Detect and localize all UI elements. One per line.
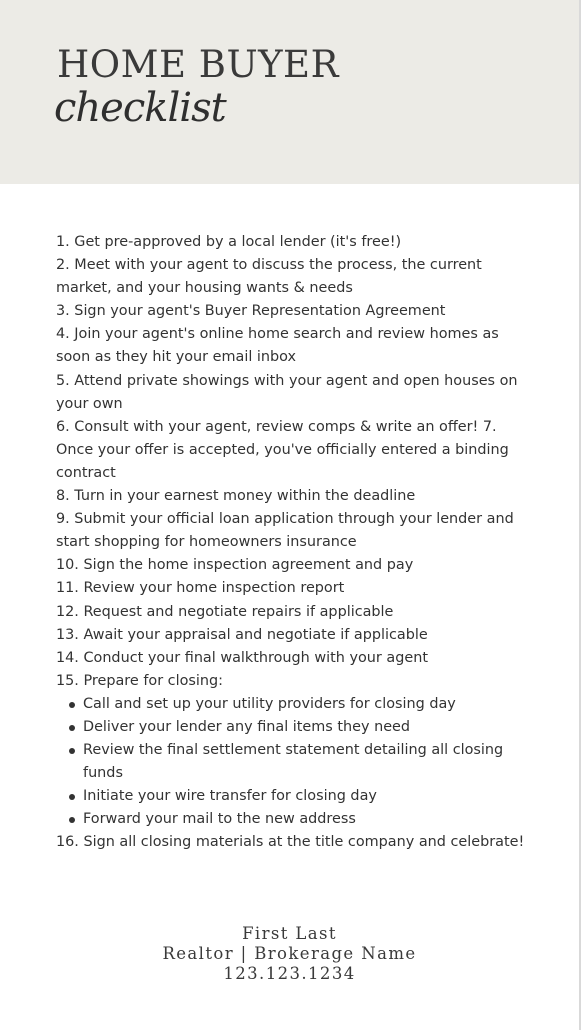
checklist-item-final: 16. Sign all closing materials at the title company and celebrate! (56, 834, 525, 851)
page-subtitle: checklist (54, 85, 226, 131)
header-banner (0, 0, 579, 184)
bullet-icon (69, 702, 75, 708)
closing-step-text: Call and set up your utility providers for closing day (83, 695, 456, 712)
closing-step (56, 716, 526, 739)
checklist-item: 12. Request and negotiate repairs if applicable (56, 603, 394, 620)
checklist-item: 15. Prepare for closing: (56, 672, 223, 689)
page-title: HOME BUYER (57, 43, 339, 86)
checklist-item: 5. Attend private showings with your agent and open houses on your own (56, 372, 518, 412)
agent-phone: 123.123.1234 (223, 964, 356, 983)
closing-step (56, 739, 526, 785)
closing-step (56, 808, 526, 831)
closing-step (56, 693, 526, 716)
checklist-item: 1. Get pre-approved by a local lender (it's free!) (56, 234, 402, 250)
checklist (56, 231, 526, 855)
checklist-item: 8. Turn in your earnest money within the deadline (56, 488, 416, 505)
closing-step (56, 785, 526, 808)
checklist-item: 9. Submit your official loan application through your lender and start shopping for homeowners insurance (56, 511, 514, 551)
checklist-item: 10. Sign the home inspection agreement and pay (56, 557, 414, 574)
closing-step-text: Review the final settlement statement detailing all closing funds (83, 742, 504, 782)
agent-contact (0, 924, 579, 984)
closing-step-text: Forward your mail to the new address (83, 811, 356, 828)
closing-step-text: Deliver your lender any final items they need (83, 718, 411, 735)
checklist-item: 3. Sign your agent's Buyer Representation Agreement (56, 303, 446, 320)
checklist-item: 2. Meet with your agent to discuss the process, the current market, and your housing wants & needs (56, 257, 482, 297)
checklist-item: 14. Conduct your final walkthrough with your agent (56, 649, 428, 666)
agent-role: Realtor | Brokerage Name (162, 944, 417, 963)
checklist-item: 6. Consult with your agent, review comps & write an offer! 7. Once your offer is accepted, you've officially entered a binding contract (56, 418, 509, 481)
closing-steps-list (56, 693, 526, 832)
checklist-item: 13. Await your appraisal and negotiate if applicable (56, 626, 428, 643)
closing-step-text: Initiate your wire transfer for closing day (83, 788, 377, 805)
bullet-icon (69, 748, 75, 754)
checklist-item: 4. Join your agent's online home search and review homes as soon as they hit your email inbox (56, 326, 499, 366)
agent-name: First Last (242, 924, 337, 943)
checklist-item: 11. Review your home inspection report (56, 580, 345, 597)
bullet-icon (69, 725, 75, 731)
bullet-icon (69, 817, 75, 823)
bullet-icon (69, 794, 75, 800)
